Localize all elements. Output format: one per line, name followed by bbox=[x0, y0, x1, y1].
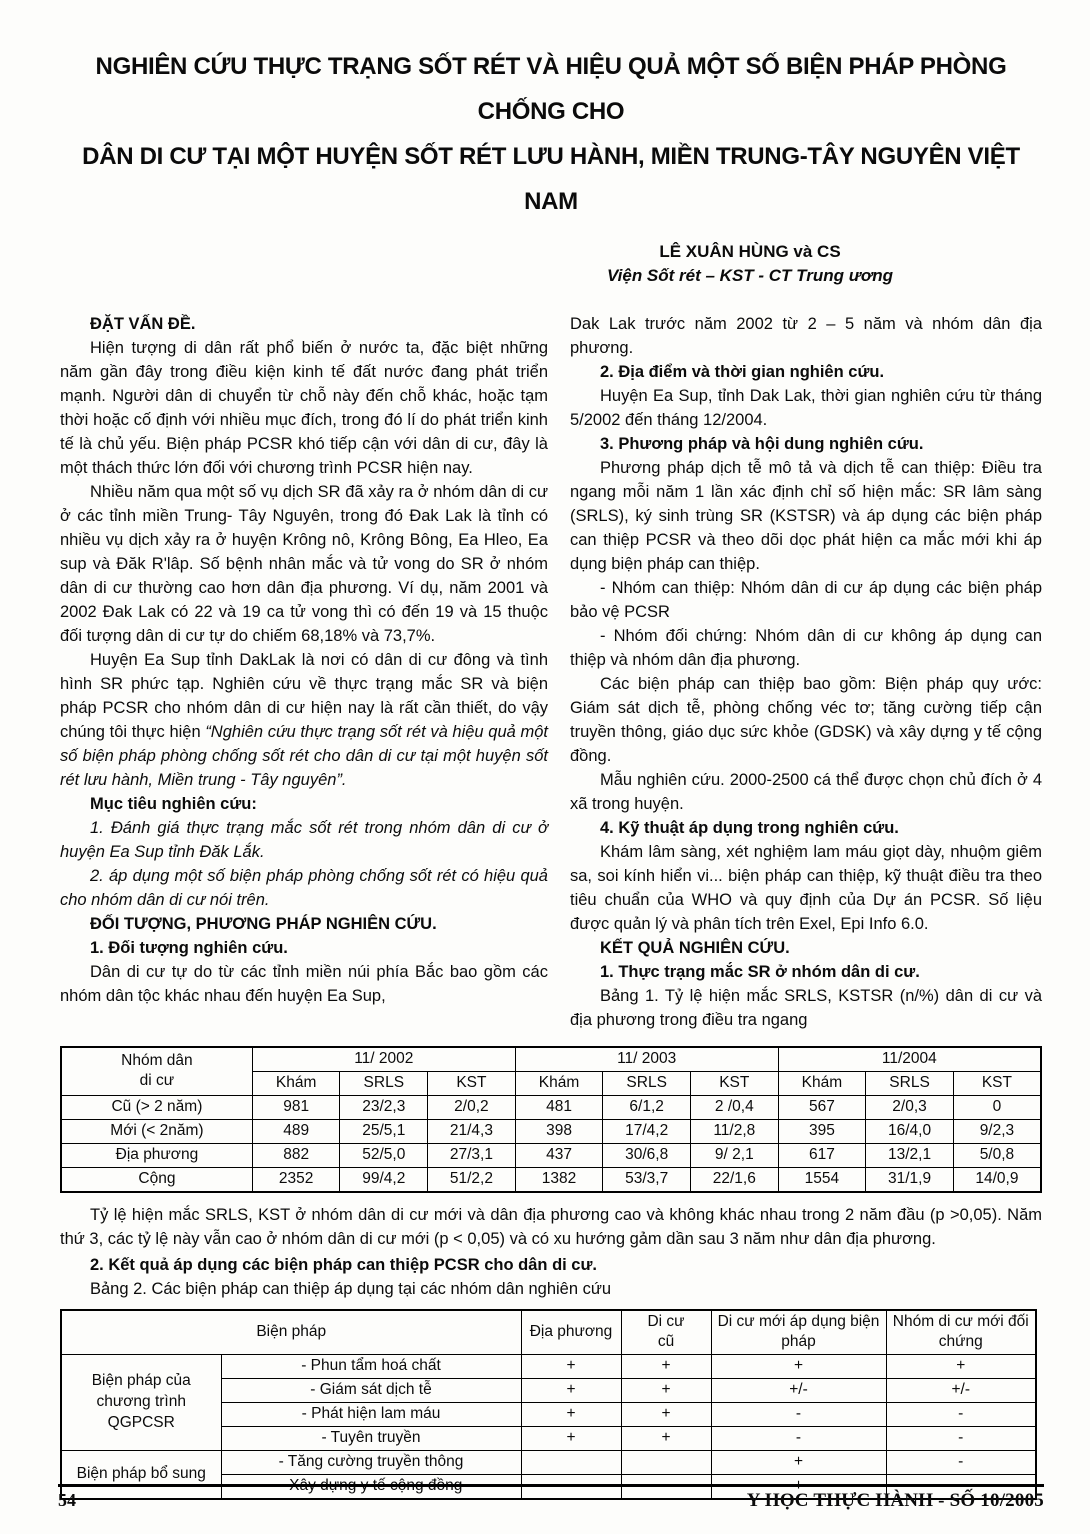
paragraph: Hiện tượng di dân rất phổ biến ở nước ta, đặc biệt những năm gần đây trong điều kiện kinh tế đất nước đang phát triển mạnh. Người dân di chuyển từ chỗ này đến chỗ khác, hoặc tạm thời hoặc cố định với nhiều mục đích, trong đó lí do phát triển kinh tế là chủ yếu. Biện pháp PCSR khó tiếp cận với dân di cư, đây là một thách thức lớn đối với chương trình PCSR hiện nay. bbox=[60, 339, 548, 477]
section-heading: 2. Địa điểm và thời gian nghiên cứu. bbox=[600, 363, 885, 381]
section-heading: ĐẶT VẤN ĐỀ. bbox=[90, 315, 196, 333]
left-column bbox=[60, 312, 548, 1032]
table2-value: +/- bbox=[711, 1379, 886, 1403]
table1-value: 53/3,7 bbox=[603, 1167, 691, 1191]
table1-value: 9/2,3 bbox=[953, 1119, 1041, 1143]
paragraph: Dân di cư tự do từ các tỉnh miền núi phía Bắc bao gồm các nhóm dân tộc khác nhau đến huyện Ea Sup, bbox=[60, 963, 548, 1005]
table2-value: - bbox=[886, 1427, 1036, 1451]
table1-value: 567 bbox=[778, 1095, 866, 1119]
paragraph: 1. Đánh giá thực trạng mắc sốt rét trong nhóm dân di cư ở huyện Ea Sup tỉnh Đăk Lắk. bbox=[60, 819, 548, 861]
table1-year-header: 11/ 2003 bbox=[515, 1047, 778, 1071]
table2-value: - bbox=[886, 1403, 1036, 1427]
table1-value: 5/0,8 bbox=[953, 1143, 1041, 1167]
table2-value: - bbox=[886, 1451, 1036, 1475]
table1-value: 481 bbox=[515, 1095, 603, 1119]
table1-row-label: Cũ (> 2 năm) bbox=[61, 1095, 252, 1119]
table2-measure: - Phun tẩm hoá chất bbox=[221, 1355, 521, 1379]
table1-value: 11/2,8 bbox=[690, 1119, 778, 1143]
table1-sub-header: Khám bbox=[515, 1071, 603, 1095]
table2-group-header: Nhóm di cư mới đối chứng bbox=[886, 1310, 1036, 1355]
table1-sub-header: KST bbox=[428, 1071, 516, 1095]
table1-value: 21/4,3 bbox=[428, 1119, 516, 1143]
table2-value: + bbox=[886, 1355, 1036, 1379]
quoted-study-title: “Nghiên cứu thực trạng sốt rét và hiệu quả một số biện pháp phòng chống sốt rét cho dân di cư tại một huyện sốt rét lưu hành, Miền trung - Tây nguyên”. bbox=[60, 723, 548, 789]
table1-value: 17/4,2 bbox=[603, 1119, 691, 1143]
table2-group-header bbox=[621, 1310, 711, 1355]
paper-title bbox=[60, 44, 1042, 224]
paragraph: Bảng 1. Tỷ lệ hiện mắc SRLS, KSTSR (n/%) dân di cư và địa phương trong điều tra ngang bbox=[570, 987, 1042, 1029]
section-2-heading: 2. Kết quả áp dụng các biện pháp can thiệp PCSR cho dân di cư. bbox=[90, 1255, 598, 1274]
table2-value: + bbox=[521, 1403, 621, 1427]
table-row bbox=[61, 1355, 1036, 1379]
table1-value: 2352 bbox=[252, 1167, 340, 1191]
table-2 bbox=[60, 1309, 1037, 1500]
table1-value: 13/2,1 bbox=[866, 1143, 954, 1167]
section-heading: Mục tiêu nghiên cứu: bbox=[90, 795, 257, 813]
author-affiliation: Viện Sốt rét – KST - CT Trung ương bbox=[606, 266, 894, 285]
table1-value: 0 bbox=[953, 1095, 1041, 1119]
paper-title-line2: DÂN DI CƯ TẠI MỘT HUYỆN SỐT RÉT LƯU HÀNH, MIỀN TRUNG-TÂY NGUYÊN VIỆT NAM bbox=[82, 143, 1020, 215]
table1-sub-header: Khám bbox=[252, 1071, 340, 1095]
table2-measure: - Giám sát dịch tễ bbox=[221, 1379, 521, 1403]
table2-measure: - Phát hiện lam máu bbox=[221, 1403, 521, 1427]
table-row bbox=[61, 1451, 1036, 1475]
section-heading: ĐỐI TƯỢNG, PHƯƠNG PHÁP NGHIÊN CỨU. bbox=[90, 915, 437, 933]
table2-value: + bbox=[711, 1474, 886, 1498]
table1-value: 27/3,1 bbox=[428, 1143, 516, 1167]
table1-rowhead-label: Nhóm dân di cư bbox=[121, 1051, 193, 1090]
journal-title: Y HỌC THỰC HÀNH - SỐ 10/2005 bbox=[746, 1490, 1044, 1511]
table-2-caption: Bảng 2. Các biện pháp can thiệp áp dụng tại các nhóm dân nghiên cứu bbox=[90, 1279, 612, 1298]
table1-sub-header: SRLS bbox=[866, 1071, 954, 1095]
paragraph bbox=[60, 648, 548, 792]
paragraph: Dak Lak trước năm 2002 từ 2 – 5 năm và nhóm dân địa phương. bbox=[570, 315, 1042, 357]
table1-value: 14/0,9 bbox=[953, 1167, 1041, 1191]
table1-value: 16/4,0 bbox=[866, 1119, 954, 1143]
table1-value: 398 bbox=[515, 1119, 603, 1143]
table-row bbox=[61, 1167, 1041, 1191]
table1-value: 22/1,6 bbox=[690, 1167, 778, 1191]
table1-value: 6/1,2 bbox=[603, 1095, 691, 1119]
section-heading: KẾT QUẢ NGHIÊN CỨU. bbox=[600, 939, 790, 957]
section-heading: 1. Thực trạng mắc SR ở nhóm dân di cư. bbox=[600, 963, 920, 981]
table1-value: 2/0,3 bbox=[866, 1095, 954, 1119]
paper-title-line1: NGHIÊN CỨU THỰC TRẠNG SỐT RÉT VÀ HIỆU QUẢ MỘT SỐ BIỆN PHÁP PHÒNG CHỐNG CHO bbox=[95, 53, 1007, 125]
table2-value: + bbox=[711, 1355, 886, 1379]
table1-row-label: Mới (< 2năm) bbox=[61, 1119, 252, 1143]
body-columns bbox=[60, 312, 1042, 1032]
table1-value: 489 bbox=[252, 1119, 340, 1143]
table1-value: 1554 bbox=[778, 1167, 866, 1191]
table1-year-header: 11/ 2002 bbox=[252, 1047, 515, 1071]
table1-sub-header: KST bbox=[953, 1071, 1041, 1095]
author-name: LÊ XUÂN HÙNG và CS bbox=[659, 242, 841, 261]
table2-value: + bbox=[521, 1379, 621, 1403]
table1-row-label: Địa phương bbox=[61, 1143, 252, 1167]
table2-value: + bbox=[621, 1355, 711, 1379]
table1-value: 9/ 2,1 bbox=[690, 1143, 778, 1167]
table2-value: + bbox=[711, 1451, 886, 1475]
table2-value bbox=[521, 1451, 621, 1475]
table1-value: 981 bbox=[252, 1095, 340, 1119]
table1-value: 617 bbox=[778, 1143, 866, 1167]
table2-group-header: Địa phương bbox=[521, 1310, 621, 1355]
table2-group-label: Biện pháp của chương trình QGPCSR bbox=[61, 1355, 221, 1451]
table1-value: 23/2,3 bbox=[340, 1095, 428, 1119]
table2-value: + bbox=[621, 1379, 711, 1403]
table1-value: 25/5,1 bbox=[340, 1119, 428, 1143]
results-note: Tỷ lệ hiện mắc SRLS, KST ở nhóm dân di cư mới và dân địa phương cao và không khác nhau trong 2 năm đầu (p >0,05). Năm thứ 3, các tỷ lệ này vẫn cao ở nhóm dân di cư mới (p < 0,05) và có xu hướng gảm dần sau 3 năm như dân địa phương. bbox=[60, 1205, 1042, 1248]
table1-sub-header: SRLS bbox=[603, 1071, 691, 1095]
paragraph: Mẫu nghiên cứu. 2000-2500 cá thể được chọn chủ đích ở 4 xã trong huyện. bbox=[570, 771, 1042, 813]
paragraph-text: Huyện Ea Sup tỉnh DakLak là nơi có dân di cư đông và tình hình SR phức tạp. Nghiên cứu về thực trạng mắc SR và biện pháp PCSR cho nhóm dân di cư hiện nay là rất cần thiết, do vậy chúng tôi thực hiện bbox=[60, 651, 548, 741]
table2-measure: - Tuyên truyền bbox=[221, 1427, 521, 1451]
table2-value: + bbox=[521, 1427, 621, 1451]
paragraph: - Nhóm can thiệp: Nhóm dân di cư áp dụng các biện pháp bảo vệ PCSR bbox=[570, 579, 1042, 621]
table1-sub-header: SRLS bbox=[340, 1071, 428, 1095]
section-heading: 4. Kỹ thuật áp dụng trong nghiên cứu. bbox=[600, 819, 899, 837]
paragraph: Phương pháp dịch tễ mô tả và dịch tễ can thiệp: Điều tra ngang mỗi năm 1 lần xác định chỉ số hiện mắc: SR lâm sàng (SRLS), ký sinh trùng SR (KSTSR) và áp dụng các biện pháp can thiệp PCSR và theo dõi dọc phát hiện ca mắc mới khi áp dụng biện pháp can thiệp. bbox=[570, 459, 1042, 573]
table1-value: 52/5,0 bbox=[340, 1143, 428, 1167]
table-1 bbox=[60, 1046, 1042, 1193]
table1-year-header: 11/2004 bbox=[778, 1047, 1041, 1071]
table2-measure: - Tăng cường truyền thông bbox=[221, 1451, 521, 1475]
table2-value bbox=[621, 1451, 711, 1475]
table1-value: 51/2,2 bbox=[428, 1167, 516, 1191]
table1-value: 2 /0,4 bbox=[690, 1095, 778, 1119]
table1-sub-header: Khám bbox=[778, 1071, 866, 1095]
table1-value: 882 bbox=[252, 1143, 340, 1167]
paragraph: Các biện pháp can thiệp bao gồm: Biện pháp quy ước: Giám sát dịch tễ, phòng chống véc tơ; tăng cường tiếp cận truyền thông, giáo dục sức khỏe (GDSK) và xây dựng y tế cộng đồng. bbox=[570, 675, 1042, 765]
table2-value: - bbox=[711, 1403, 886, 1427]
table1-value: 437 bbox=[515, 1143, 603, 1167]
author-block bbox=[530, 240, 970, 288]
paragraph: 2. áp dụng một số biện pháp phòng chống sốt rét có hiệu quả cho nhóm dân di cư nói trên. bbox=[60, 867, 548, 909]
table2-group-header: Di cư mới áp dụng biện pháp bbox=[711, 1310, 886, 1355]
table1-value: 2/0,2 bbox=[428, 1095, 516, 1119]
table1-value: 395 bbox=[778, 1119, 866, 1143]
table2-measure: - Xây dựng y tế cộng đồng bbox=[221, 1474, 521, 1498]
right-column bbox=[570, 312, 1042, 1032]
paragraph: - Nhóm đối chứng: Nhóm dân di cư không áp dụng can thiệp và nhóm dân địa phương. bbox=[570, 627, 1042, 669]
section-heading: 1. Đối tượng nghiên cứu. bbox=[90, 939, 288, 957]
paragraph: Nhiều năm qua một số vụ dịch SR đã xảy ra ở nhóm dân di cư ở các tỉnh miền Trung- Tây Nguyên, trong đó Đak Lak là tỉnh có nhiều vụ dịch xảy ra ở huyện Krông nô, Krông Bông, Ea Hleo, Ea sup và Đăk R'lâp. Số bệnh nhân mắc và tử vong do SR ở nhóm dân di cư thường cao hơn dân địa phương. Ví dụ, năm 2001 và 2002 Đak Lak có 22 và 19 ca tử vong thì có đến 19 và 15 thuộc đối tượng dân di cư tự do chiếm 68,18% và 73,7%. bbox=[60, 483, 548, 645]
paragraph: Huyện Ea Sup, tỉnh Dak Lak, thời gian nghiên cứu từ tháng 5/2002 đến tháng 12/2004. bbox=[570, 387, 1042, 429]
table2-value: + bbox=[621, 1427, 711, 1451]
table2-value: - bbox=[711, 1427, 886, 1451]
table1-value: 31/1,9 bbox=[866, 1167, 954, 1191]
paragraph: Khám lâm sàng, xét nghiệm lam máu giọt dày, nhuộm giêm sa, soi kính hiển vi... biện pháp can thiệp, kỹ thuật điều tra theo tiêu chuẩn của WHO và quy định của Dự án PCSR. Số liệu được quản lý và phân tích trên Exel, Epi Info 6.0. bbox=[570, 843, 1042, 933]
table1-row-label: Cộng bbox=[61, 1167, 252, 1191]
page-number: 54 bbox=[58, 1490, 76, 1510]
table1-rowhead bbox=[61, 1047, 252, 1095]
table-row bbox=[61, 1143, 1041, 1167]
table1-sub-header: KST bbox=[690, 1071, 778, 1095]
table2-header-label: Di cư cũ bbox=[647, 1312, 685, 1351]
table2-value: - bbox=[886, 1474, 1036, 1498]
table2-value: + bbox=[621, 1403, 711, 1427]
table1-value: 99/4,2 bbox=[340, 1167, 428, 1191]
table2-value: + bbox=[521, 1355, 621, 1379]
table2-measure-header: Biện pháp bbox=[61, 1310, 521, 1355]
table1-value: 1382 bbox=[515, 1167, 603, 1191]
table2-value: +/- bbox=[886, 1379, 1036, 1403]
table-row bbox=[61, 1095, 1041, 1119]
section-heading: 3. Phương pháp và hội dung nghiên cứu. bbox=[600, 435, 924, 453]
table1-value: 30/6,8 bbox=[603, 1143, 691, 1167]
table2-group-label: Biện pháp bổ sung bbox=[61, 1451, 221, 1499]
table-row bbox=[61, 1119, 1041, 1143]
footer bbox=[58, 1484, 1044, 1512]
